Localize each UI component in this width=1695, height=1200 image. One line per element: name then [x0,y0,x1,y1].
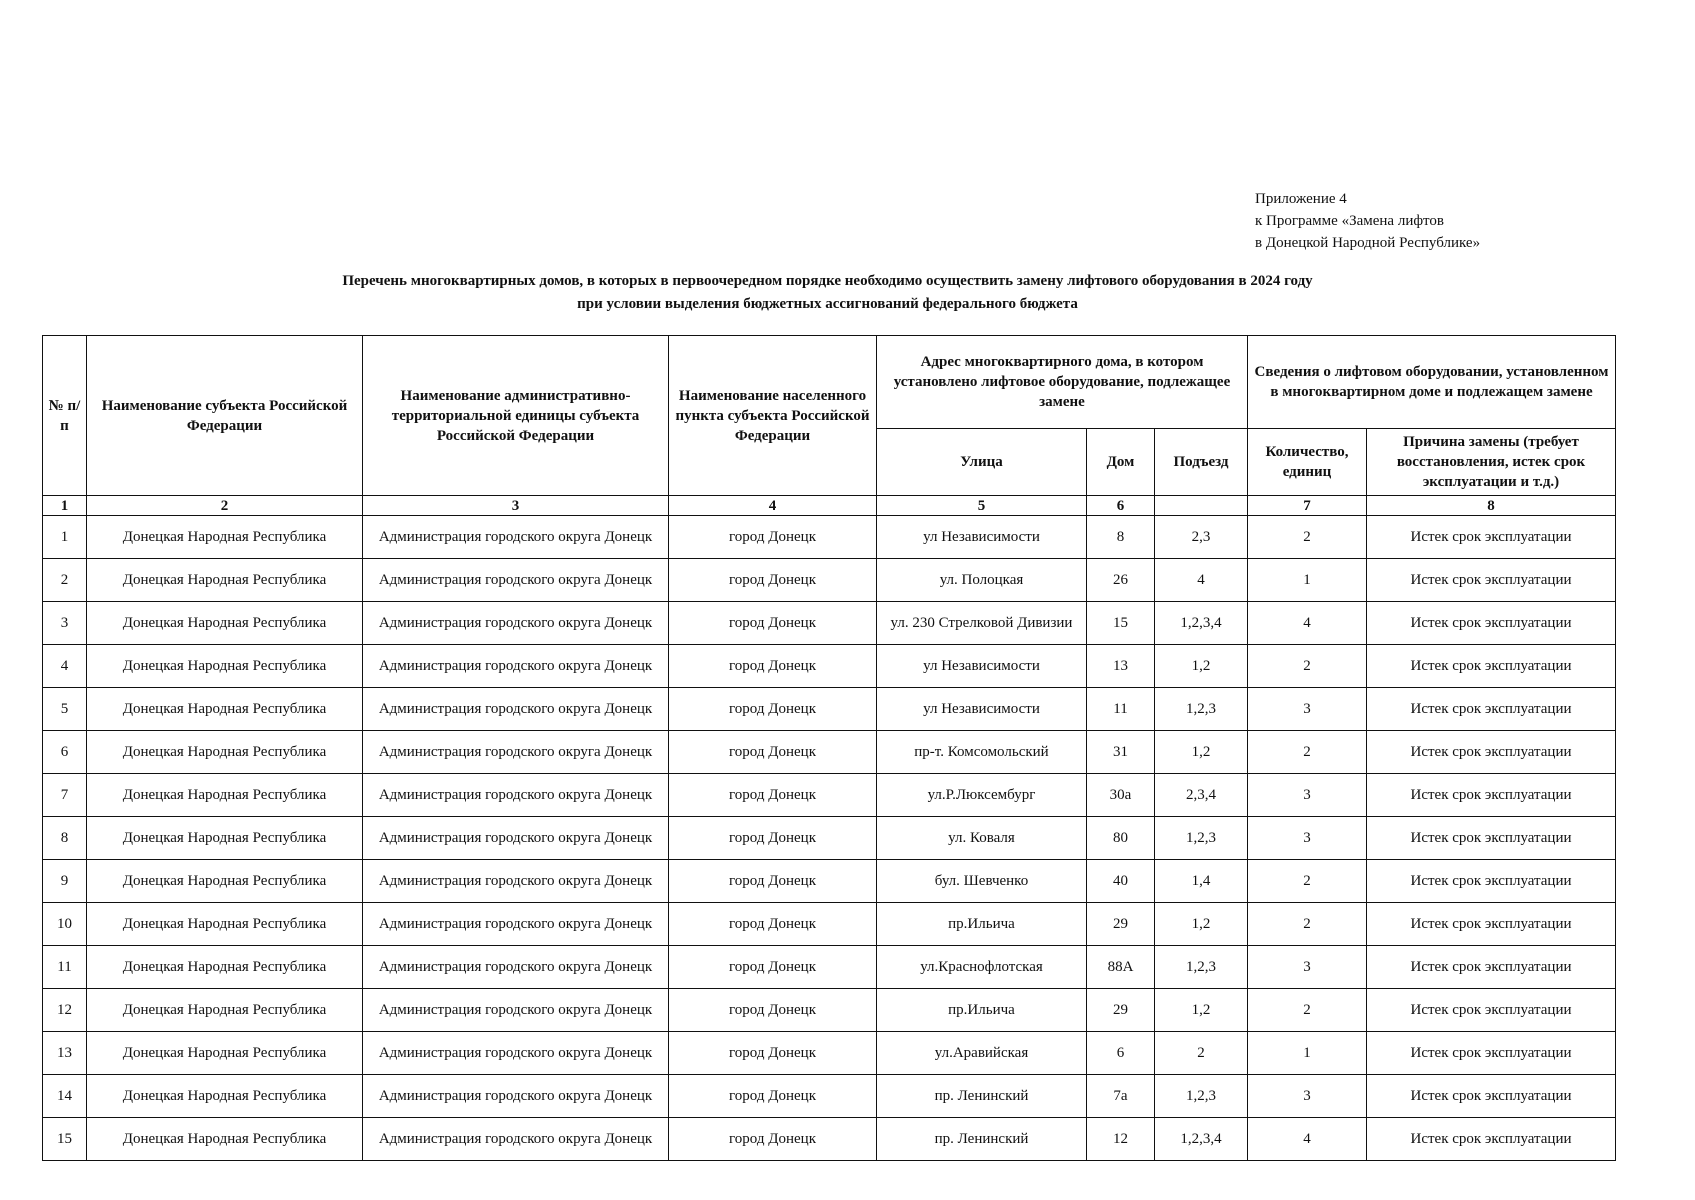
house-cell: 29 [1087,989,1155,1032]
street-cell: пр. Ленинский [877,1118,1087,1161]
reason-cell: Истек срок эксплуатации [1367,602,1616,645]
quantity-cell: 2 [1248,516,1367,559]
subject-cell: Донецкая Народная Республика [87,1118,363,1161]
row-number-cell: 3 [43,602,87,645]
admin-unit-cell: Администрация городского округа Донецк [363,903,669,946]
settlement-cell: город Донецк [669,731,877,774]
settlement-cell: город Донецк [669,645,877,688]
table-row [43,688,1616,731]
house-cell: 29 [1087,903,1155,946]
quantity-cell: 3 [1248,946,1367,989]
admin-unit-cell: Администрация городского округа Донецк [363,946,669,989]
street-cell: пр.Ильича [877,989,1087,1032]
quantity-cell: 4 [1248,602,1367,645]
entrance-cell: 1,2 [1155,989,1248,1032]
house-cell: 12 [1087,1118,1155,1161]
quantity-cell: 1 [1248,559,1367,602]
reason-cell: Истек срок эксплуатации [1367,989,1616,1032]
entrance-cell: 2,3 [1155,516,1248,559]
admin-unit-cell: Администрация городского округа Донецк [363,688,669,731]
admin-unit-cell: Администрация городского округа Донецк [363,559,669,602]
entrance-cell: 2,3,4 [1155,774,1248,817]
subject-cell: Донецкая Народная Республика [87,731,363,774]
row-number-cell: 12 [43,989,87,1032]
settlement-cell: город Донецк [669,946,877,989]
reason-cell: Истек срок эксплуатации [1367,731,1616,774]
subject-cell: Донецкая Народная Республика [87,645,363,688]
row-number-cell: 2 [43,559,87,602]
quantity-cell: 3 [1248,688,1367,731]
table-row [43,903,1616,946]
table-body [43,496,1616,1161]
subject-cell: Донецкая Народная Республика [87,602,363,645]
quantity-cell: 2 [1248,989,1367,1032]
reason-cell: Истек срок эксплуатации [1367,817,1616,860]
house-cell: 15 [1087,602,1155,645]
column-number: 2 [87,496,363,516]
header-address-group: Адрес многоквартирного дома, в котором установлено лифтовое оборудование, подлежащее замене [877,336,1248,429]
appendix-line: Приложение 4 [1255,191,1347,207]
table-row [43,1032,1616,1075]
header-quantity: Количество, единиц [1248,429,1367,496]
header-street: Улица [877,429,1087,496]
table-row [43,516,1616,559]
house-cell: 80 [1087,817,1155,860]
street-cell: пр.Ильича [877,903,1087,946]
column-number [1155,496,1248,516]
settlement-cell: город Донецк [669,1118,877,1161]
entrance-cell: 1,2,3 [1155,817,1248,860]
reason-cell: Истек срок эксплуатации [1367,946,1616,989]
admin-unit-cell: Администрация городского округа Донецк [363,817,669,860]
header-num: № п/п [43,336,87,496]
table-row [43,1118,1616,1161]
house-cell: 6 [1087,1032,1155,1075]
street-cell: пр. Ленинский [877,1075,1087,1118]
title-line: Перечень многоквартирных домов, в которых в первоочередном порядке необходимо осуществить замену лифтового оборудования в 2024 году [342,273,1313,289]
admin-unit-cell: Администрация городского округа Донецк [363,989,669,1032]
admin-unit-cell: Администрация городского округа Донецк [363,860,669,903]
column-number: 4 [669,496,877,516]
entrance-cell: 1,4 [1155,860,1248,903]
reason-cell: Истек срок эксплуатации [1367,774,1616,817]
street-cell: ул.Аравийская [877,1032,1087,1075]
admin-unit-cell: Администрация городского округа Донецк [363,774,669,817]
subject-cell: Донецкая Народная Республика [87,1032,363,1075]
house-cell: 30а [1087,774,1155,817]
subject-cell: Донецкая Народная Республика [87,946,363,989]
subject-cell: Донецкая Народная Республика [87,688,363,731]
reason-cell: Истек срок эксплуатации [1367,688,1616,731]
street-cell: ул. Полоцкая [877,559,1087,602]
reason-cell: Истек срок эксплуатации [1367,516,1616,559]
entrance-cell: 4 [1155,559,1248,602]
subject-cell: Донецкая Народная Республика [87,774,363,817]
quantity-cell: 2 [1248,731,1367,774]
table-row [43,1075,1616,1118]
settlement-cell: город Донецк [669,989,877,1032]
street-cell: бул. Шевченко [877,860,1087,903]
row-number-cell: 1 [43,516,87,559]
entrance-cell: 1,2,3 [1155,946,1248,989]
column-number: 6 [1087,496,1155,516]
column-number-row [43,496,1616,516]
subject-cell: Донецкая Народная Республика [87,860,363,903]
house-cell: 11 [1087,688,1155,731]
street-cell: ул Независимости [877,516,1087,559]
table-row [43,817,1616,860]
column-number: 3 [363,496,669,516]
subject-cell: Донецкая Народная Республика [87,559,363,602]
header-admin-unit: Наименование административно-территориальной единицы субъекта Российской Федерации [363,336,669,496]
row-number-cell: 13 [43,1032,87,1075]
entrance-cell: 1,2 [1155,645,1248,688]
column-number: 8 [1367,496,1616,516]
quantity-cell: 2 [1248,860,1367,903]
settlement-cell: город Донецк [669,688,877,731]
admin-unit-cell: Администрация городского округа Донецк [363,645,669,688]
settlement-cell: город Донецк [669,1075,877,1118]
reason-cell: Истек срок эксплуатации [1367,860,1616,903]
house-cell: 40 [1087,860,1155,903]
house-cell: 88А [1087,946,1155,989]
header-settlement: Наименование населенного пункта субъекта Российской Федерации [669,336,877,496]
street-cell: ул Независимости [877,645,1087,688]
house-cell: 26 [1087,559,1155,602]
admin-unit-cell: Администрация городского округа Донецк [363,1032,669,1075]
elevator-replacement-table [42,335,1616,1161]
row-number-cell: 11 [43,946,87,989]
title-line: при условии выделения бюджетных ассигнований федерального бюджета [577,296,1078,312]
table-row [43,602,1616,645]
header-reason: Причина замены (требует восстановления, истек срок эксплуатации и т.д.) [1367,429,1616,496]
entrance-cell: 1,2 [1155,903,1248,946]
settlement-cell: город Донецк [669,516,877,559]
reason-cell: Истек срок эксплуатации [1367,1032,1616,1075]
admin-unit-cell: Администрация городского округа Донецк [363,602,669,645]
appendix-line: в Донецкой Народной Республике» [1255,235,1481,251]
table-row [43,989,1616,1032]
header-subject: Наименование субъекта Российской Федерации [87,336,363,496]
subject-cell: Донецкая Народная Республика [87,903,363,946]
house-cell: 8 [1087,516,1155,559]
settlement-cell: город Донецк [669,903,877,946]
street-cell: пр-т. Комсомольский [877,731,1087,774]
street-cell: ул. Коваля [877,817,1087,860]
row-number-cell: 14 [43,1075,87,1118]
document-title [0,270,1655,316]
header-entrance: Подъезд [1155,429,1248,496]
column-number: 5 [877,496,1087,516]
table-row [43,774,1616,817]
entrance-cell: 1,2,3 [1155,688,1248,731]
entrance-cell: 2 [1155,1032,1248,1075]
house-cell: 13 [1087,645,1155,688]
subject-cell: Донецкая Народная Республика [87,516,363,559]
settlement-cell: город Донецк [669,817,877,860]
header-elevator-group: Сведения о лифтовом оборудовании, установленном в многоквартирном доме и подлежащем замене [1248,336,1616,429]
settlement-cell: город Донецк [669,559,877,602]
reason-cell: Истек срок эксплуатации [1367,1075,1616,1118]
quantity-cell: 3 [1248,1075,1367,1118]
row-number-cell: 4 [43,645,87,688]
table-row [43,860,1616,903]
row-number-cell: 8 [43,817,87,860]
row-number-cell: 5 [43,688,87,731]
entrance-cell: 1,2,3,4 [1155,1118,1248,1161]
row-number-cell: 7 [43,774,87,817]
subject-cell: Донецкая Народная Республика [87,817,363,860]
subject-cell: Донецкая Народная Республика [87,1075,363,1118]
quantity-cell: 4 [1248,1118,1367,1161]
settlement-cell: город Донецк [669,1032,877,1075]
reason-cell: Истек срок эксплуатации [1367,645,1616,688]
entrance-cell: 1,2,3,4 [1155,602,1248,645]
street-cell: ул Независимости [877,688,1087,731]
street-cell: ул.Краснофлотская [877,946,1087,989]
settlement-cell: город Донецк [669,860,877,903]
reason-cell: Истек срок эксплуатации [1367,903,1616,946]
settlement-cell: город Донецк [669,774,877,817]
house-cell: 31 [1087,731,1155,774]
column-number: 7 [1248,496,1367,516]
quantity-cell: 1 [1248,1032,1367,1075]
reason-cell: Истек срок эксплуатации [1367,559,1616,602]
table-row [43,559,1616,602]
admin-unit-cell: Администрация городского округа Донецк [363,1118,669,1161]
entrance-cell: 1,2,3 [1155,1075,1248,1118]
table-row [43,731,1616,774]
row-number-cell: 15 [43,1118,87,1161]
header-house: Дом [1087,429,1155,496]
table-row [43,645,1616,688]
quantity-cell: 3 [1248,817,1367,860]
quantity-cell: 2 [1248,903,1367,946]
row-number-cell: 10 [43,903,87,946]
row-number-cell: 9 [43,860,87,903]
subject-cell: Донецкая Народная Республика [87,989,363,1032]
admin-unit-cell: Администрация городского округа Донецк [363,1075,669,1118]
reason-cell: Истек срок эксплуатации [1367,1118,1616,1161]
quantity-cell: 3 [1248,774,1367,817]
settlement-cell: город Донецк [669,602,877,645]
column-number: 1 [43,496,87,516]
house-cell: 7а [1087,1075,1155,1118]
street-cell: ул.Р.Люксембург [877,774,1087,817]
appendix-note [1255,188,1480,254]
street-cell: ул. 230 Стрелковой Дивизии [877,602,1087,645]
appendix-line: к Программе «Замена лифтов [1255,213,1445,229]
entrance-cell: 1,2 [1155,731,1248,774]
row-number-cell: 6 [43,731,87,774]
table-row [43,946,1616,989]
quantity-cell: 2 [1248,645,1367,688]
admin-unit-cell: Администрация городского округа Донецк [363,731,669,774]
admin-unit-cell: Администрация городского округа Донецк [363,516,669,559]
